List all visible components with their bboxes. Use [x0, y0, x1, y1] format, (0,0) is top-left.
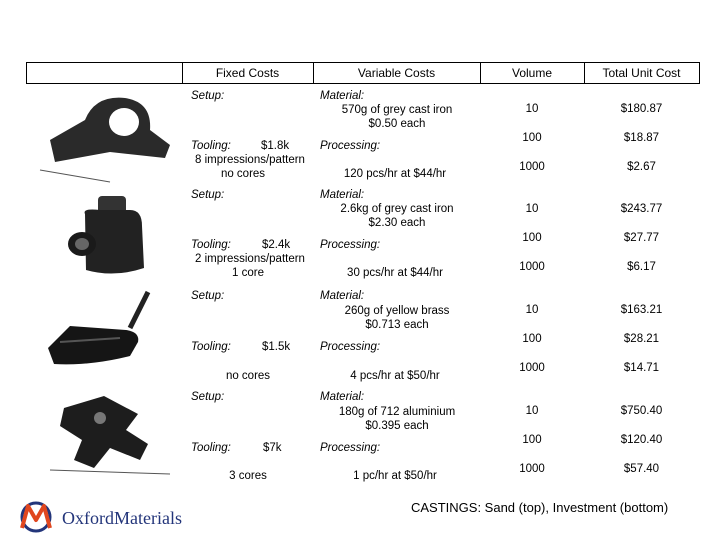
tooling-impressions: 8 impressions/pattern [195, 154, 305, 166]
unit-cost-value: $27.77 [623, 232, 660, 244]
material-label: Material: [320, 391, 365, 403]
unit-cost-value: $14.71 [623, 362, 660, 374]
setup-label: Setup: [191, 391, 225, 403]
header-total-unit-cost: Total Unit Cost [602, 66, 681, 80]
tooling-cores: no cores [225, 370, 271, 382]
unit-cost-value: $2.67 [627, 161, 656, 173]
unit-cost-value: $163.21 [620, 304, 663, 316]
processing-rate: 30 pcs/hr at $44/hr [347, 267, 443, 279]
tooling-label: Tooling: [191, 140, 231, 152]
volume-value: 1000 [519, 463, 545, 475]
volume-value: 100 [522, 333, 542, 345]
tooling-cost: $7k [263, 442, 282, 454]
unit-cost-value: $180.87 [620, 103, 663, 115]
tooling-label: Tooling: [191, 442, 231, 454]
unit-cost-value: $243.77 [620, 203, 663, 215]
setup-label: Setup: [191, 90, 225, 102]
tooling-label: Tooling: [191, 341, 231, 353]
material-price: $2.30 each [368, 217, 426, 229]
unit-cost-value: $750.40 [620, 405, 663, 417]
unit-cost-value: $57.40 [623, 463, 660, 475]
processing-rate: 120 pcs/hr at $44/hr [343, 168, 447, 180]
material-label: Material: [320, 290, 365, 302]
volume-value: 100 [522, 232, 542, 244]
setup-label: Setup: [191, 290, 225, 302]
volume-value: 10 [525, 405, 539, 417]
tooling-cores: 3 cores [229, 470, 267, 482]
material-label: Material: [320, 90, 365, 102]
header-variable-costs: Variable Costs [357, 66, 436, 80]
unit-cost-value: $120.40 [620, 434, 663, 446]
setup-label: Setup: [191, 189, 225, 201]
tooling-cost: $2.4k [262, 239, 291, 251]
unit-cost-value: $6.17 [627, 261, 656, 273]
tooling-cost: $1.8k [261, 140, 290, 152]
unit-cost-value: $18.87 [623, 132, 660, 144]
volume-value: 100 [522, 132, 542, 144]
header-fixed-costs: Fixed Costs [215, 66, 280, 80]
volume-value: 10 [525, 304, 539, 316]
processing-label: Processing: [320, 140, 381, 152]
header-volume: Volume [511, 66, 553, 80]
processing-rate: 4 pcs/hr at $50/hr [350, 370, 440, 382]
tooling-cores: no cores [220, 168, 266, 180]
material-price: $0.50 each [368, 118, 426, 130]
material-price: $0.395 each [365, 420, 429, 432]
volume-value: 10 [525, 103, 539, 115]
logo-text: OxfordMaterials [62, 508, 182, 528]
volume-value: 100 [522, 434, 542, 446]
processing-label: Processing: [320, 442, 381, 454]
volume-value: 1000 [519, 261, 545, 273]
unit-cost-value: $28.21 [623, 333, 660, 345]
tooling-label: Tooling: [191, 239, 231, 251]
tooling-cores: 1 core [232, 267, 264, 279]
golf-putter-head-icon [30, 286, 175, 382]
volume-value: 10 [525, 203, 539, 215]
material-description: 180g of 712 aluminium [338, 406, 456, 418]
tooling-cost: $1.5k [262, 341, 291, 353]
material-description: 570g of grey cast iron [341, 104, 453, 116]
material-description: 2.6kg of grey cast iron [340, 203, 454, 215]
volume-value: 1000 [519, 362, 545, 374]
footer-caption: CASTINGS: Sand (top), Investment (bottom) [411, 500, 669, 515]
volume-value: 1000 [519, 161, 545, 173]
material-label: Material: [320, 189, 365, 201]
material-description: 260g of yellow brass [344, 305, 450, 317]
material-price: $0.713 each [365, 319, 429, 331]
tooling-impressions: 2 impressions/pattern [195, 253, 305, 265]
processing-label: Processing: [320, 239, 381, 251]
processing-label: Processing: [320, 341, 381, 353]
housing-casting-icon [30, 186, 175, 282]
processing-rate: 1 pc/hr at $50/hr [353, 470, 437, 482]
bracket-casting-icon [30, 90, 175, 186]
aluminium-part-icon [30, 386, 175, 482]
